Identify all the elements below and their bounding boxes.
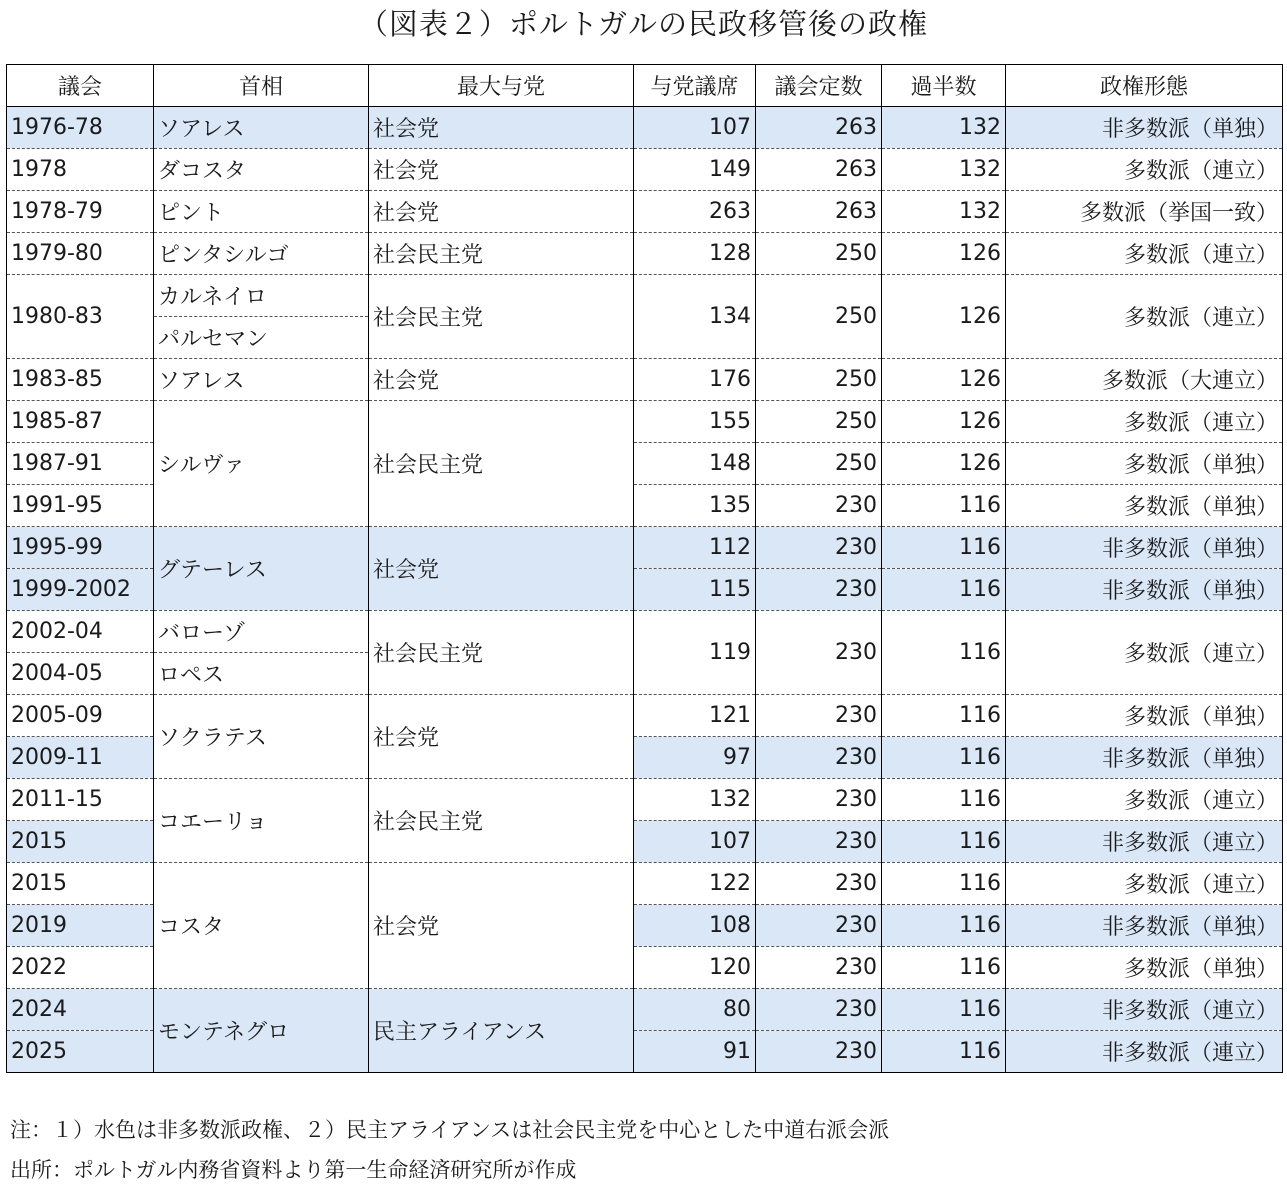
row-prime-minister: コスタ — [154, 863, 369, 989]
row-total-seats: 230 — [756, 569, 882, 611]
row-majority: 116 — [882, 695, 1006, 737]
row-ruling-party: 社会民主党 — [369, 779, 634, 863]
row-ruling-seats: 91 — [634, 1031, 756, 1073]
row-government-type: 多数派（単独） — [1006, 485, 1283, 527]
row-prime-minister: モンテネグロ — [154, 989, 369, 1073]
table-row — [7, 779, 1283, 821]
row-government-type: 非多数派（単独） — [1006, 107, 1283, 149]
row-total-seats: 230 — [756, 947, 882, 989]
row-total-seats: 263 — [756, 149, 882, 191]
row-total-seats: 230 — [756, 1031, 882, 1073]
row-ruling-party: 社会民主党 — [369, 233, 634, 275]
row-ruling-seats: 120 — [634, 947, 756, 989]
row-year: 1999-2002 — [7, 569, 154, 611]
header-ruling-party: 最大与党 — [369, 65, 634, 107]
row-total-seats: 230 — [756, 821, 882, 863]
row-year: 2015 — [7, 821, 154, 863]
row-ruling-party: 社会民主党 — [369, 401, 634, 527]
footnote: 注：１）水色は非多数派政権、２）民主アライアンスは社会民主党を中心とした中道右派会派 — [10, 1118, 890, 1142]
row-ruling-party: 社会党 — [369, 107, 634, 149]
row-year: 1983-85 — [7, 359, 154, 401]
row-year: 2022 — [7, 947, 154, 989]
row-majority: 116 — [882, 737, 1006, 779]
row-majority: 126 — [882, 233, 1006, 275]
row-government-type: 多数派（連立） — [1006, 233, 1283, 275]
row-ruling-party: 社会民主党 — [369, 275, 634, 359]
row-government-type: 多数派（連立） — [1006, 149, 1283, 191]
row-government-type: 多数派（単独） — [1006, 947, 1283, 989]
row-majority: 132 — [882, 191, 1006, 233]
row-prime-minister: パルセマン — [154, 317, 369, 359]
row-ruling-party: 社会党 — [369, 149, 634, 191]
row-government-type: 多数派（大連立） — [1006, 359, 1283, 401]
row-ruling-party: 民主アライアンス — [369, 989, 634, 1073]
row-majority: 132 — [882, 149, 1006, 191]
row-prime-minister: シルヴァ — [154, 401, 369, 527]
row-government-type: 多数派（単独） — [1006, 695, 1283, 737]
table-row — [7, 989, 1283, 1031]
row-prime-minister: ロペス — [154, 653, 369, 695]
row-prime-minister: グテーレス — [154, 527, 369, 611]
row-total-seats: 250 — [756, 401, 882, 443]
row-ruling-seats: 121 — [634, 695, 756, 737]
row-government-type: 非多数派（連立） — [1006, 1031, 1283, 1073]
row-ruling-party: 社会党 — [369, 359, 634, 401]
table-row — [7, 527, 1283, 569]
table-row — [7, 233, 1283, 275]
row-ruling-seats: 263 — [634, 191, 756, 233]
row-ruling-seats: 132 — [634, 779, 756, 821]
row-prime-minister: ピンタシルゴ — [154, 233, 369, 275]
row-total-seats: 230 — [756, 989, 882, 1031]
row-majority: 116 — [882, 863, 1006, 905]
row-year: 1976-78 — [7, 107, 154, 149]
row-ruling-seats: 115 — [634, 569, 756, 611]
row-government-type: 非多数派（単独） — [1006, 527, 1283, 569]
row-ruling-seats: 122 — [634, 863, 756, 905]
row-government-type: 非多数派（単独） — [1006, 737, 1283, 779]
row-year: 1995-99 — [7, 527, 154, 569]
row-ruling-seats: 107 — [634, 107, 756, 149]
row-total-seats: 230 — [756, 695, 882, 737]
row-majority: 116 — [882, 569, 1006, 611]
row-prime-minister: バローゾ — [154, 611, 369, 653]
row-year: 1991-95 — [7, 485, 154, 527]
row-total-seats: 230 — [756, 779, 882, 821]
row-year: 1979-80 — [7, 233, 154, 275]
row-total-seats: 230 — [756, 905, 882, 947]
row-majority: 116 — [882, 527, 1006, 569]
row-total-seats: 263 — [756, 191, 882, 233]
table-row — [7, 611, 1283, 653]
row-total-seats: 230 — [756, 611, 882, 695]
row-ruling-seats: 155 — [634, 401, 756, 443]
row-ruling-seats: 148 — [634, 443, 756, 485]
row-year: 1987-91 — [7, 443, 154, 485]
table-header-row — [7, 65, 1283, 107]
row-total-seats: 230 — [756, 737, 882, 779]
row-ruling-seats: 107 — [634, 821, 756, 863]
page-title: （図表２）ポルトガルの民政移管後の政権 — [358, 7, 929, 41]
row-year: 1980-83 — [7, 275, 154, 359]
row-majority: 116 — [882, 905, 1006, 947]
row-prime-minister: ソクラテス — [154, 695, 369, 779]
header-ruling-seats: 与党議席 — [634, 65, 756, 107]
header-prime-minister: 首相 — [154, 65, 369, 107]
row-year: 2002-04 — [7, 611, 154, 653]
row-majority: 132 — [882, 107, 1006, 149]
row-government-type: 非多数派（連立） — [1006, 821, 1283, 863]
row-majority: 126 — [882, 401, 1006, 443]
row-total-seats: 250 — [756, 233, 882, 275]
row-prime-minister: ピント — [154, 191, 369, 233]
row-ruling-party: 社会民主党 — [369, 611, 634, 695]
row-ruling-seats: 80 — [634, 989, 756, 1031]
table-row — [7, 863, 1283, 905]
table-row — [7, 359, 1283, 401]
row-majority: 116 — [882, 611, 1006, 695]
row-year: 1985-87 — [7, 401, 154, 443]
header-government-type: 政権形態 — [1006, 65, 1283, 107]
table-row — [7, 401, 1283, 443]
table-row — [7, 191, 1283, 233]
row-ruling-seats: 149 — [634, 149, 756, 191]
row-ruling-seats: 108 — [634, 905, 756, 947]
row-government-type: 多数派（単独） — [1006, 443, 1283, 485]
row-prime-minister: コエーリョ — [154, 779, 369, 863]
row-ruling-party: 社会党 — [369, 527, 634, 611]
row-majority: 116 — [882, 779, 1006, 821]
row-government-type: 多数派（挙国一致） — [1006, 191, 1283, 233]
row-ruling-party: 社会党 — [369, 191, 634, 233]
row-government-type: 多数派（連立） — [1006, 611, 1283, 695]
row-total-seats: 250 — [756, 275, 882, 359]
row-prime-minister: ダコスタ — [154, 149, 369, 191]
row-government-type: 非多数派（単独） — [1006, 905, 1283, 947]
row-year: 2015 — [7, 863, 154, 905]
row-majority: 116 — [882, 989, 1006, 1031]
table-row — [7, 107, 1283, 149]
row-government-type: 多数派（連立） — [1006, 779, 1283, 821]
row-year: 2005-09 — [7, 695, 154, 737]
government-table — [6, 64, 1283, 1073]
row-majority: 116 — [882, 485, 1006, 527]
row-total-seats: 263 — [756, 107, 882, 149]
row-government-type: 多数派（連立） — [1006, 275, 1283, 359]
table-row — [7, 149, 1283, 191]
row-majority: 126 — [882, 359, 1006, 401]
row-year: 2019 — [7, 905, 154, 947]
row-prime-minister: ソアレス — [154, 359, 369, 401]
table-row — [7, 695, 1283, 737]
row-ruling-party: 社会党 — [369, 863, 634, 989]
row-government-type: 非多数派（連立） — [1006, 989, 1283, 1031]
header-parliament: 議会 — [7, 65, 154, 107]
row-year: 2009-11 — [7, 737, 154, 779]
row-ruling-seats: 128 — [634, 233, 756, 275]
row-ruling-seats: 112 — [634, 527, 756, 569]
row-total-seats: 230 — [756, 863, 882, 905]
header-majority: 過半数 — [882, 65, 1006, 107]
row-government-type: 多数派（連立） — [1006, 401, 1283, 443]
row-ruling-seats: 176 — [634, 359, 756, 401]
row-year: 2011-15 — [7, 779, 154, 821]
row-ruling-seats: 134 — [634, 275, 756, 359]
table-row — [7, 275, 1283, 317]
row-ruling-seats: 119 — [634, 611, 756, 695]
row-total-seats: 250 — [756, 443, 882, 485]
row-majority: 126 — [882, 443, 1006, 485]
row-government-type: 多数派（連立） — [1006, 863, 1283, 905]
row-government-type: 非多数派（単独） — [1006, 569, 1283, 611]
row-ruling-seats: 97 — [634, 737, 756, 779]
row-prime-minister: カルネイロ — [154, 275, 369, 317]
row-prime-minister: ソアレス — [154, 107, 369, 149]
row-year: 1978-79 — [7, 191, 154, 233]
row-total-seats: 250 — [756, 359, 882, 401]
row-total-seats: 230 — [756, 485, 882, 527]
row-year: 2024 — [7, 989, 154, 1031]
row-majority: 126 — [882, 275, 1006, 359]
header-total-seats: 議会定数 — [756, 65, 882, 107]
row-ruling-party: 社会党 — [369, 695, 634, 779]
row-majority: 116 — [882, 1031, 1006, 1073]
row-year: 1978 — [7, 149, 154, 191]
row-year: 2025 — [7, 1031, 154, 1073]
row-majority: 116 — [882, 821, 1006, 863]
row-majority: 116 — [882, 947, 1006, 989]
row-ruling-seats: 135 — [634, 485, 756, 527]
source-note: 出所：ポルトガル内務省資料より第一生命経済研究所が作成 — [10, 1158, 577, 1182]
row-year: 2004-05 — [7, 653, 154, 695]
row-total-seats: 230 — [756, 527, 882, 569]
